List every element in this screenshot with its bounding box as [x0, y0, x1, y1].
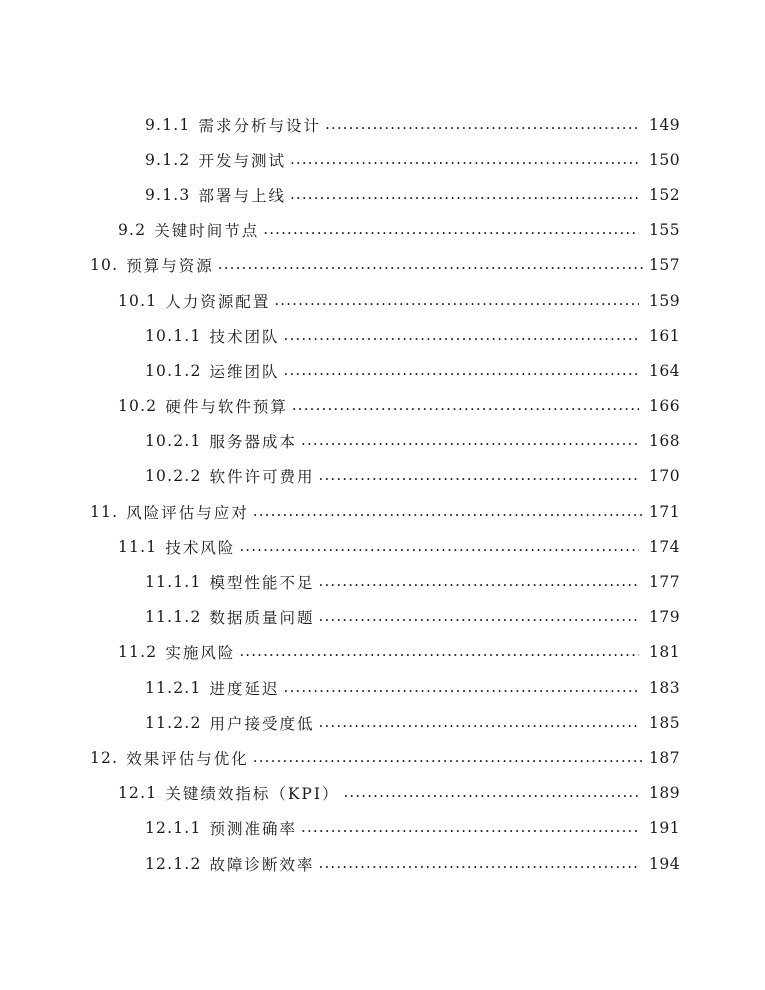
toc-entry-title: 效果评估与优化 [126, 749, 249, 768]
toc-page-number: 183 [649, 678, 681, 697]
toc-entry[interactable] [0, 248, 765, 283]
toc-page-number: 174 [649, 537, 681, 556]
toc-entry-number: 12.1.1 [145, 819, 202, 838]
toc-entry[interactable] [0, 353, 765, 388]
toc-entry-number: 10.1 [118, 291, 158, 310]
toc-entry-number: 9.1.3 [145, 185, 191, 204]
toc-entry[interactable] [0, 564, 765, 599]
toc-entry[interactable] [0, 177, 765, 212]
toc-entry-title: 预测准确率 [209, 820, 298, 839]
toc-entry-number: 12. [90, 748, 119, 767]
toc-entry-number: 10.1.1 [145, 326, 202, 345]
toc-page-number: 170 [649, 467, 681, 486]
toc-entry-number: 10.2.1 [145, 432, 202, 451]
toc-dot-leader [319, 714, 639, 732]
toc-entry[interactable] [0, 670, 765, 705]
toc-dot-leader [263, 221, 639, 239]
toc-entry[interactable] [0, 635, 765, 670]
toc-entry-title: 人力资源配置 [165, 292, 271, 311]
toc-entry[interactable] [0, 776, 765, 811]
toc-dot-leader [284, 679, 639, 697]
toc-page-number: 185 [649, 713, 681, 732]
toc-dot-leader [253, 503, 645, 521]
toc-dot-leader [319, 467, 639, 485]
toc-entry[interactable] [0, 213, 765, 248]
toc-entry[interactable] [0, 142, 765, 177]
toc-dot-leader [343, 784, 639, 802]
toc-dot-leader [301, 819, 639, 837]
toc-page-number: 164 [649, 361, 681, 380]
toc-entry-number: 11.2.2 [145, 713, 202, 732]
toc-page-number: 149 [649, 115, 681, 134]
toc-page-number: 159 [649, 291, 681, 310]
toc-entry-title: 运维团队 [209, 362, 280, 381]
toc-dot-leader [292, 397, 639, 415]
toc-dot-leader [218, 256, 645, 274]
toc-entry-number: 11.2 [118, 643, 158, 662]
toc-entry-number: 11.1.1 [145, 573, 202, 592]
toc-page-number: 168 [649, 432, 681, 451]
toc-entry-title: 硬件与软件预算 [165, 398, 288, 417]
toc-dot-leader [284, 362, 639, 380]
toc-entry-number: 11. [90, 502, 119, 521]
toc-entry[interactable] [0, 705, 765, 740]
toc-entry-number: 9.2 [118, 221, 147, 240]
toc-entry-title: 进度延迟 [209, 679, 280, 698]
toc-entry-title: 开发与测试 [198, 151, 286, 170]
toc-dot-leader [290, 151, 639, 169]
toc-page-number: 177 [649, 573, 681, 592]
toc-entry-number: 11.1.2 [145, 608, 202, 627]
toc-page-number: 152 [649, 185, 681, 204]
toc-dot-leader [301, 432, 639, 450]
toc-entry-title: 风险评估与应对 [126, 503, 249, 522]
toc-page-number: 157 [649, 256, 681, 275]
toc-dot-leader [290, 186, 639, 204]
toc-page-number: 181 [649, 643, 681, 662]
toc-entry-number: 10.2 [118, 397, 158, 416]
toc-page-number: 194 [649, 854, 681, 873]
toc-entry-title: 关键时间节点 [154, 222, 260, 241]
toc-page-number: 179 [649, 608, 681, 627]
toc-dot-leader [239, 643, 639, 661]
toc-entry-number: 12.1.2 [145, 854, 202, 873]
toc-dot-leader [284, 327, 639, 345]
toc-entry[interactable] [0, 459, 765, 494]
toc-entry[interactable] [0, 494, 765, 529]
toc-dot-leader [253, 749, 645, 767]
toc-entry-title: 预算与资源 [126, 257, 214, 276]
toc-entry-number: 9.1.1 [145, 115, 191, 134]
toc-page-number: 161 [649, 326, 681, 345]
toc-dot-leader [319, 573, 639, 591]
toc-page-number: 189 [649, 784, 681, 803]
toc-page-number: 155 [649, 221, 681, 240]
toc-entry-number: 12.1 [118, 784, 158, 803]
toc-entry[interactable] [0, 424, 765, 459]
toc-entry-title: 模型性能不足 [209, 574, 315, 593]
toc-entry-number: 9.1.2 [145, 150, 191, 169]
toc-entry[interactable] [0, 107, 765, 142]
toc-page-number: 187 [649, 748, 681, 767]
toc-entry[interactable] [0, 740, 765, 775]
toc-page-number: 166 [649, 397, 681, 416]
toc-entry[interactable] [0, 600, 765, 635]
toc-entry-title: 数据质量问题 [209, 609, 315, 628]
toc-entry-number: 10.2.2 [145, 467, 202, 486]
table-of-contents [0, 107, 765, 881]
toc-entry-number: 10.1.2 [145, 361, 202, 380]
toc-entry[interactable] [0, 811, 765, 846]
toc-page-number: 171 [649, 502, 681, 521]
toc-page-number: 150 [649, 150, 681, 169]
toc-entry-title: 技术团队 [209, 327, 280, 346]
toc-dot-leader [325, 116, 639, 134]
toc-entry[interactable] [0, 283, 765, 318]
toc-entry-title: 服务器成本 [209, 433, 298, 452]
toc-entry-title: 需求分析与设计 [198, 116, 321, 135]
toc-entry-number: 11.2.1 [145, 678, 202, 697]
toc-entry-title: 故障诊断效率 [209, 855, 315, 874]
toc-dot-leader [319, 608, 639, 626]
toc-dot-leader [274, 292, 639, 310]
toc-entry-title: 部署与上线 [198, 186, 286, 205]
toc-entry-title: 关键绩效指标（KPI） [165, 785, 340, 804]
toc-entry[interactable] [0, 318, 765, 353]
toc-entry[interactable] [0, 389, 765, 424]
toc-entry-title: 软件许可费用 [209, 468, 315, 487]
toc-entry-number: 10. [90, 256, 119, 275]
toc-entry-title: 技术风险 [165, 538, 236, 557]
toc-entry[interactable] [0, 529, 765, 564]
toc-entry-number: 11.1 [118, 537, 158, 556]
toc-entry-title: 用户接受度低 [209, 714, 315, 733]
toc-entry-title: 实施风险 [165, 644, 236, 663]
toc-entry[interactable] [0, 846, 765, 881]
toc-dot-leader [319, 855, 639, 873]
toc-page-number: 191 [649, 819, 681, 838]
toc-dot-leader [239, 538, 639, 556]
